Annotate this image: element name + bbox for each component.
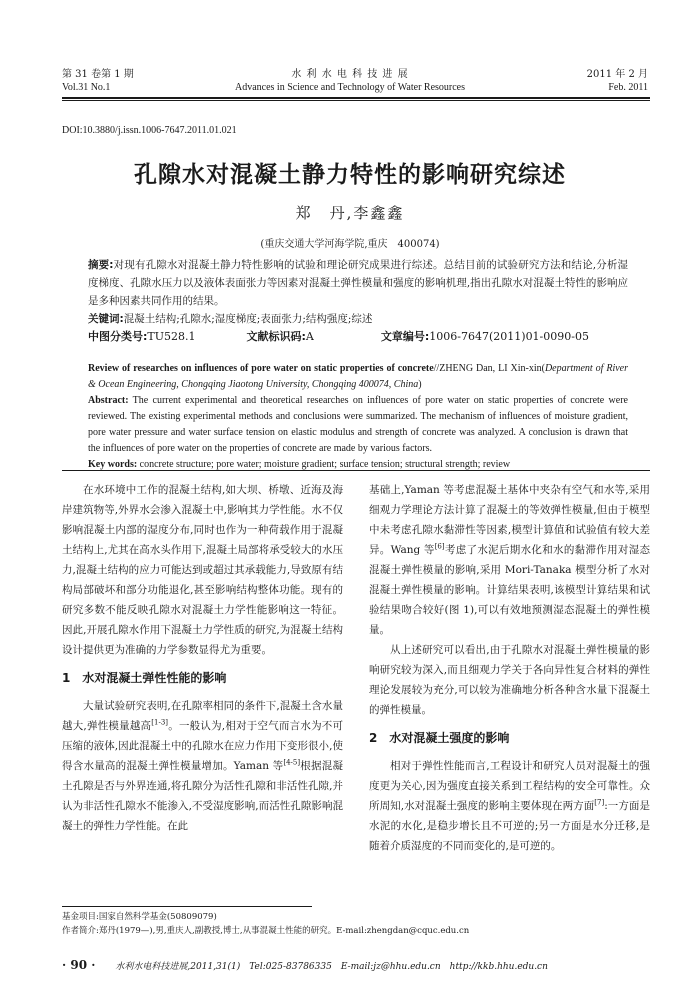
abstract-en (88, 361, 628, 473)
body-paragraph-3-a: 基础上,Yaman 等考虑混凝土基体中夹杂有空气和水等,采用细观力学理论方法计算了混凝土的等效弹性模量,但由于模型中未考虑孔隙水黏滞性等因素,模型计算值和试验值有较大差异。Wang 等 (369, 484, 650, 556)
keywords-cn (88, 310, 628, 328)
doc-code-label: 文献标识码: (246, 330, 306, 343)
clc-value: TU528.1 (147, 330, 196, 343)
header-date-cn: 2011 年 2 月 (586, 69, 648, 80)
page-footer-info: 水利水电科技进展,2011,31(1) Tel:025-83786335 E-mail:jz@hhu.edu.cn http://kkb.hhu.edu.cn (115, 962, 548, 972)
body-paragraph-5 (369, 756, 650, 856)
abstract-cn (88, 256, 628, 310)
body-paragraph-2-c: 根据混凝土孔隙是否与外界连通,将孔隙分为活性孔隙和非活性孔隙,并认为非活性孔隙水不能渗入,不受湿度影响,而活性孔隙影响混凝土的弹性力学性能。在此 (62, 760, 343, 832)
abstract-cn-label: 摘要: (88, 259, 114, 271)
doc-code-value: A (305, 330, 314, 343)
body-paragraph-2 (62, 696, 343, 836)
header-volume-en: Vol.31 No.1 (62, 82, 111, 93)
body-paragraph-2-a: 大量试验研究表明,在孔隙率相同的条件下,混凝土含水量越大,弹性模量越高 (62, 700, 343, 732)
clc-label: 中图分类号: (88, 330, 148, 343)
article-no-label: 文章编号: (380, 330, 430, 343)
article-no-value: 1006-7647(2011)01-0090-05 (429, 330, 589, 343)
authors: 郑 丹,李鑫鑫 (295, 204, 405, 222)
abstract-en-affil-close: ) (418, 379, 422, 390)
header-rule (62, 97, 650, 99)
body-paragraph-2-b: 。一般认为,相对于空气而言水为不可压缩的液体,因此混凝土中的孔隙水在应力作用下变形很小,使得含水量高的混凝土弹性模量增加。Yaman 等 (62, 720, 343, 772)
keywords-en-label: Key words: (88, 459, 138, 470)
header-date-en: Feb. 2011 (608, 82, 648, 93)
body-paragraph-1: 在水环境中工作的混凝土结构,如大坝、桥墩、近海及海岸建筑物等,外界水会渗入混凝土中,影响其力学性能。水不仅影响混凝土内部的湿度分布,同时也作为一种荷载作用于混凝土结构上,尤其在高水头作用下,混凝土局部将承受较大的水压力,混凝土结构的应力可能达到或超过其承载能力,导致原有结构局部破坏和部分功能退化,甚至影响结构整体功能。现有的研究多数不能反映孔隙水对混凝土力学性能影响这一特征。因此,开展孔隙水作用下混凝土力学性质的研究,为混凝土结构设计提供更为准确的力学参数显得尤为重要。 (62, 484, 343, 656)
keywords-en-text: concrete structure; pore water; moisture gradient; surface tension; structural strength; review (139, 459, 511, 470)
page-title: 孔隙水对混凝土静力特性的影响研究综述 (134, 161, 566, 188)
abstract-cn-text: 对现有孔隙水对混凝土静力特性影响的试验和理论研究成果进行综述。总结目前的试验研究方法和结论,分析湿度梯度、孔隙水压力以及液体表面张力等因素对混凝土弹性模量和强度的影响机理,指出孔隙水对混凝土特性的影响应是多种因素共同作用的结果。 (88, 259, 628, 307)
body-paragraph-3 (369, 480, 650, 640)
footnote-author: 作者简介:郑丹(1979—),男,重庆人,副教授,博士,从事混凝土性能的研究。E-mail:zhengdan@cquc.edu.cn (62, 926, 470, 936)
body-left-column (62, 480, 343, 836)
abstract-divider (62, 470, 650, 471)
footnote-fund: 基金项目:国家自然科学基金(50809079) (62, 912, 217, 922)
header-journal-cn: 水 利 水 电 科 技 进 展 (291, 69, 409, 80)
section-heading-2: 2 水对混凝土强度的影响 (369, 731, 510, 745)
keywords-cn-label: 关键词: (88, 313, 124, 325)
abstract-en-authors: //ZHENG Dan, LI Xin-xin( (433, 363, 545, 374)
citation-6: [6] (434, 542, 445, 551)
citation-1-3: [1-3] (151, 718, 169, 727)
header-rule-thin (62, 100, 650, 101)
page-number: · 90 · (62, 958, 96, 972)
classification-row (88, 328, 628, 346)
doi: DOI:10.3880/j.issn.1006-7647.2011.01.021 (62, 125, 237, 136)
abstract-en-title: Review of researches on influences of pore water on static properties of concrete (88, 363, 434, 374)
page-footer (62, 958, 548, 972)
citation-7: [7] (594, 798, 605, 807)
keywords-cn-text: 混凝土结构;孔隙水;湿度梯度;表面张力;结构强度;综述 (123, 313, 373, 325)
body-paragraph-3-b: 考虑了水泥后期水化和水的黏滞作用对湿态混凝土弹性模量的影响,采用 Mori-Tanaka 模型分析了水对混凝土弹性模量的影响。计算结果表明,该模型计算结果和试验结果吻合较好(图 1),可以有效地预测湿态混凝土的弹性模量。 (369, 544, 650, 636)
affiliation: (重庆交通大学河海学院,重庆 400074) (260, 239, 440, 250)
abstract-en-affiliation: Department of River & Ocean Engineering, Chongqing Jiaotong University, Chongqing 400074, China (88, 363, 629, 390)
body-paragraph-5-a: 相对于弹性性能而言,工程设计和研究人员对混凝土的强度更为关心,因为强度直接关系到工程结构的安全可靠性。众所周知,水对混凝土强度的影响主要体现在两方面 (369, 760, 650, 812)
abstract-en-text: The current experimental and theoretical researches on influences of pore water on static properties of concrete were reviewed. The existing experimental methods and conclusions were summarized. The mechanism of influences of moisture gradient, pore water pressure and water surface tension on elastic modulus and strength of concrete was analyzed. A conclusion is drawn that the influences of pore water on the properties of concrete are made by various factors. (88, 395, 628, 454)
citation-4-5: [4-5] (283, 758, 301, 767)
header-volume-cn: 第 31 卷第 1 期 (62, 69, 134, 80)
section-heading-1: 1 水对混凝土弹性性能的影响 (62, 671, 227, 685)
body-paragraph-5-b: :一方面是水泥的水化,是稳步增长且不可逆的;另一方面是水分迁移,是随着介质湿度的不同而变化的,是可逆的。 (369, 800, 650, 852)
header-journal-en: Advances in Science and Technology of Water Resources (235, 82, 465, 93)
body-right-column (369, 480, 650, 856)
body-paragraph-4: 从上述研究可以看出,由于孔隙水对混凝土弹性模量的影响研究较为深入,而且细观力学关于各向异性复合材料的弹性理论发展较为充分,可以较为准确地分析各种含水量下混凝土的弹性模量。 (369, 644, 650, 716)
footnote-divider (62, 906, 312, 907)
abstract-en-label: Abstract: (88, 395, 129, 406)
